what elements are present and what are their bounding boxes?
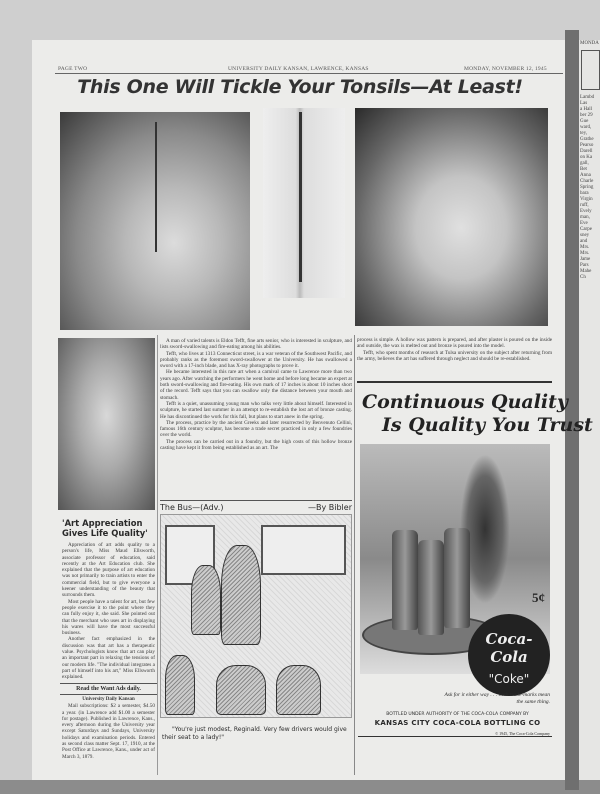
- cartoon-caption: "You're just modest, Reginald. Very few drivers would give their seat to a lady!": [162, 726, 347, 741]
- ad-bottled-by: BOTTLED UNDER AUTHORITY OF THE COCA-COLA COMPANY BY: [386, 712, 529, 717]
- bus-cartoon: [160, 514, 352, 718]
- article-paragraph: The process can be carried out in a foundry, but the high costs of this hollow bronze casting have kept it from being established as an art. The: [160, 438, 352, 452]
- masthead: [62, 697, 155, 760]
- article-paragraph: process is simple. A hollow wax pattern is prepared, and after plaster is poured on the inside and outside, the wax is melted out and bronze is poured into the model.: [357, 337, 552, 350]
- cartoon-passenger: [276, 665, 321, 715]
- background-floor: [0, 780, 600, 794]
- masthead-body: Mail subscriptions: $2 a semester, $4.50 a year. (in Lawrence add $1.00 a semester for postage). Published in Lawrence, Kans., every afternoon during the University year except Saturdays and Sundays, University holidays and examination periods. Entered as second class matter Sept. 17, 1910, at the Post Office at Lawrence, Kans., under act of March 3, 1879.: [62, 703, 155, 760]
- page-number: PAGE TWO: [58, 66, 88, 72]
- tefft-article-continued: [357, 337, 552, 362]
- adjacent-page-header: MONDA: [580, 41, 599, 46]
- cartoon-header: [160, 500, 352, 513]
- ad-bottom-rule: [358, 736, 552, 737]
- article-paragraph: Most people have a talent for art, but few people exercise it to the point where they can fully enjoy it, she said. She pointed out that the merchant who uses art in displaying his wares will have the most successful business.: [62, 598, 155, 637]
- logo-script: Coca-Cola: [485, 630, 533, 666]
- ad-headline-2: Is Quality You Trust: [382, 414, 593, 436]
- ad-top-rule: [357, 381, 552, 383]
- cartoon-passenger: [216, 665, 266, 715]
- coca-cola-bottle: [418, 540, 444, 635]
- article-paragraph: The process, practice by the ancient Greeks and later resurrected by Benvenuto Cellini, famous 16th century sculptor, has become a trade secret practiced in only a few foundries over the world.: [160, 419, 352, 439]
- tefft-article: [160, 338, 352, 451]
- want-ads-notice: Read the Want Ads daily.: [60, 683, 157, 695]
- photo-sword-swallowing: [60, 112, 250, 330]
- bus-window: [261, 525, 346, 575]
- coca-cola-logo: [468, 614, 550, 696]
- cartoon-man: [221, 545, 261, 645]
- ad-headline-1: Continuous Quality: [362, 391, 568, 413]
- adjacent-page-photo: [581, 50, 600, 90]
- photo-sword: [263, 108, 345, 298]
- header-rule: [55, 73, 563, 74]
- ad-price: 5¢: [532, 590, 545, 605]
- adjacent-page-text: Lambd Las a Hall ber 29 Gue ward, tey, Grathe Pearso Darell on Ka gall, Bet Anna Charle Spring bara Virgin ruff, Evely man, Eve Carpe sney and Mrs. Mrs. Jame Pars Mahe Ch: [580, 95, 595, 280]
- cartoon-woman: [191, 565, 221, 635]
- coca-cola-bottle: [444, 528, 470, 628]
- headline: This One Will Tickle Your Tonsils—At Least!: [77, 76, 523, 98]
- ad-tagline: Ask for it either way . . . both trade-marks mean the same thing.: [444, 692, 550, 705]
- masthead-title: University Daily Kansan: [82, 697, 135, 702]
- ad-copyright: © 1945, The Coca-Cola Company: [495, 731, 550, 736]
- art-article-headline: 'Art Appreciation Gives Life Quality': [62, 518, 148, 538]
- article-paragraph: Tefft, who lives at 1313 Connecticut street, is a war veteran of the Southwest Pacific, and probably ranks as the foremost sword-swallower at the University. He has swallowed a sword with a 17-inch blade, and has X-ray photographs to prove it.: [160, 350, 352, 370]
- cartoon-title: The Bus—(Adv.): [160, 503, 224, 512]
- article-paragraph: A man of varied talents is Eldon Tefft, fine arts senior, who is interested in sculpture, and lists sword-swallowing and fire-eating among his abilities.: [160, 338, 352, 351]
- issue-date: MONDAY, NOVEMBER 12, 1945: [464, 66, 547, 72]
- article-paragraph: He became interested in this rare art when a carnival came to Lawrence more than two years ago. After watching the performers he went home and before long became an expert at both sword-swallowing and fire-eating. His own mark of 17 inches is about 10 inches short of the record. Tefft says that you can swallow only the distance between your mouth and stomach.: [160, 369, 352, 401]
- newspaper-name: UNIVERSITY DAILY KANSAN, LAWRENCE, KANSAS: [228, 66, 369, 72]
- photo-fire-eating: [355, 108, 548, 326]
- cartoon-byline: —By Bibler: [308, 503, 352, 512]
- column-rule: [354, 335, 355, 775]
- article-paragraph: Appreciation of art adds quality to a person's life, Miss Maud Ellsworth, associate professor of education, said recently at the Art Education club. She explained that the purpose of art education was not primarily to train artists to enter the commercial field, but to give everyone a keener understanding of the beauty that surrounds them.: [62, 542, 155, 599]
- article-paragraph: Tefft is a quiet, unassuming young man who talks very little about himself. Interested in sculpture, he started last summer in an attempt to re-establish the lost art of bronze casting. He has discontinued the work for this fall, but plans to start anew in the spring.: [160, 400, 352, 420]
- art-article: [62, 542, 155, 681]
- photo-portrait: [58, 338, 155, 510]
- adjacent-page: [579, 40, 600, 780]
- cartoon-passenger: [165, 655, 195, 715]
- logo-coke: "Coke": [488, 672, 530, 686]
- coca-cola-bottle: [392, 530, 418, 630]
- ad-bottler: KANSAS CITY COCA-COLA BOTTLING CO: [374, 719, 541, 727]
- article-paragraph: Tefft, who spent months of research at Tulsa university on the subject after returning from the army, believes the art has suffered through neglect and should be re-established.: [357, 349, 552, 362]
- article-paragraph: Another fact emphasized in the discussion was that art has a therapeutic value. Psychologists know that art can play an important part in relaxing the tensions of our modern life. "The individual integrates a part of himself into his art," Miss Ellsworth explained.: [62, 636, 155, 681]
- column-rule: [157, 335, 158, 775]
